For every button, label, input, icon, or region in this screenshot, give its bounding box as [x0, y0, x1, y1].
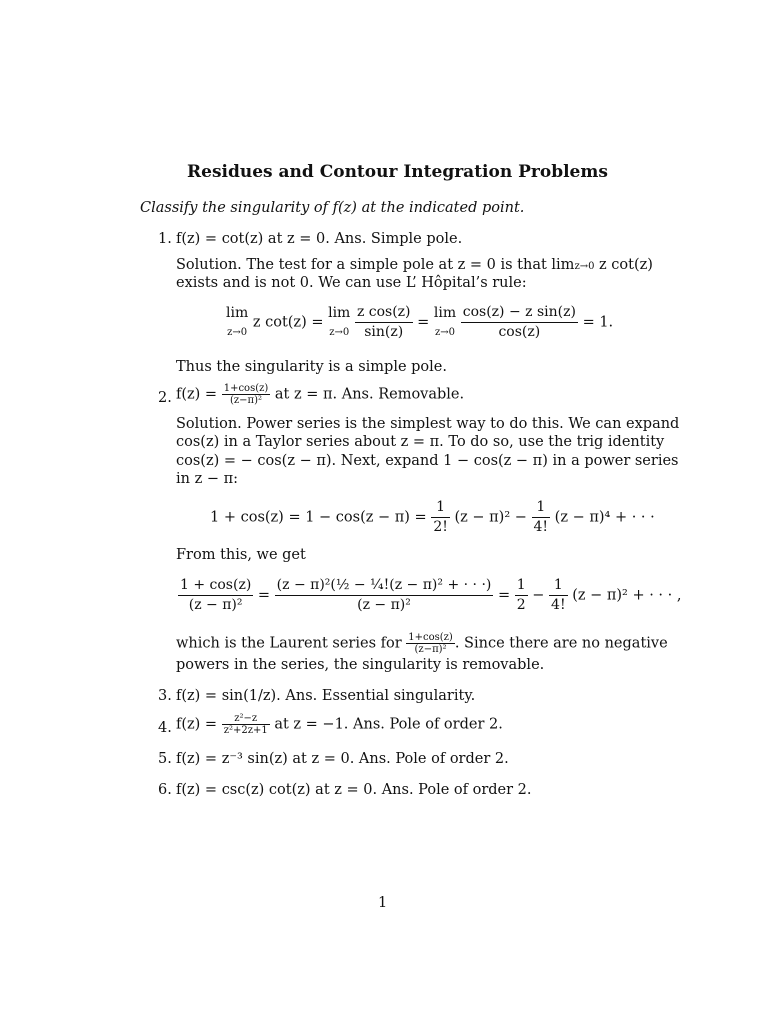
fraction: $\frac{1+\cos(z)}{\text{(z−π)²}}$ — [223, 383, 269, 406]
limit-subscript: z→0 — [574, 261, 595, 272]
problem-4-statement — [176, 713, 503, 736]
fraction: $\frac{1}{4!}$ — [533, 499, 549, 535]
problem-1-equation — [226, 303, 613, 342]
problem-4-number: 4. — [158, 720, 172, 736]
fraction: $\frac{1 + \cos(z)}{\text{(z − π)²}}$ — [180, 577, 252, 613]
laurent-text: which is the Laurent series for — [176, 635, 402, 652]
problem-3-statement: f(z) = sin(1/z). Ans. Essential singularity. — [176, 688, 476, 704]
problem-2-solution-line-4: in z − π: — [176, 471, 239, 487]
eq-lhs: z cot(z) = — [252, 314, 324, 331]
stmt-text: at z = π. Ans. Removable. — [274, 386, 465, 403]
problem-5-number: 5. — [158, 751, 172, 767]
limit: lim z→0 — [226, 304, 249, 338]
problem-2-laurent-line-1 — [176, 632, 668, 655]
fraction: $\frac{\text{(z − π)²(½ − ¹⁄₄!(z − π)² + · · ·)}}{\text{(z − π)²}}$ — [276, 577, 492, 613]
eq-text: (z − π)² − — [454, 509, 527, 526]
stmt-text: f(z) = — [176, 716, 218, 733]
problem-2-number: 2. — [158, 390, 172, 406]
limit: lim z→0 — [433, 304, 457, 338]
problem-3-number: 3. — [158, 688, 172, 704]
intro-text: Classify the singularity of f(z) at the indicated point. — [140, 200, 525, 216]
eq-text: (z − π)⁴ + · · · — [554, 509, 655, 526]
equals: = — [497, 587, 511, 604]
problem-6-statement: f(z) = csc(z) cot(z) at z = 0. Ans. Pole of order 2. — [176, 782, 532, 798]
problem-1-conclusion: Thus the singularity is a simple pole. — [176, 359, 447, 375]
eq-end: = 1. — [582, 314, 614, 331]
problem-2-equation-2 — [178, 576, 681, 615]
fraction: $\frac{\text{cos(z) − z sin(z)}}{\cos(z)}$ — [462, 304, 576, 340]
problem-2-equation-1 — [210, 498, 655, 537]
stmt-text: f(z) = — [176, 386, 218, 403]
problem-2-from-this: From this, we get — [176, 547, 306, 563]
fraction: $\frac{1}{2}$ — [516, 577, 526, 613]
problem-6-number: 6. — [158, 782, 172, 798]
equals: = — [257, 587, 271, 604]
fraction: $\frac{\text{z²−z}}{\text{z²+2z+1}}$ — [223, 713, 268, 736]
page-number: 1 — [378, 895, 388, 911]
minus: − — [532, 587, 545, 604]
problem-5-statement: f(z) = z⁻³ sin(z) at z = 0. Ans. Pole of order 2. — [176, 751, 509, 767]
fraction: $\frac{1+\cos(z)}{\text{(z−π)²}}$ — [408, 632, 453, 655]
problem-1-number: 1. — [158, 231, 172, 247]
problem-1-solution-line-2: exists and is not 0. We can use L’ Hôpital’s rule: — [176, 275, 527, 291]
eq-text: (z − π)² + · · · , — [572, 587, 682, 604]
limit: lim z→0 — [328, 304, 351, 338]
problem-2-statement — [176, 383, 464, 406]
eq-text: 1 + cos(z) = 1 − cos(z − π) = — [210, 509, 427, 526]
problem-2-laurent-line-2: powers in the series, the singularity is removable. — [176, 657, 545, 673]
problem-2-solution-line-2: cos(z) in a Taylor series about z = π. To do so, use the trig identity — [176, 434, 665, 450]
problem-2-solution-line-3: cos(z) = − cos(z − π). Next, expand 1 − cos(z − π) in a power series — [176, 453, 679, 469]
equals: = — [417, 314, 430, 331]
fraction: $\frac{1}{4!}$ — [551, 577, 566, 613]
solution-text: Solution. The test for a simple pole at z = 0 is that lim — [176, 257, 575, 273]
fraction: $\frac{\text{z cos(z)}}{\sin(z)}$ — [356, 304, 411, 340]
laurent-text: . Since there are no negative — [454, 635, 668, 652]
solution-text-end: z cot(z) — [594, 257, 653, 273]
stmt-text: at z = −1. Ans. Pole of order 2. — [274, 716, 503, 733]
problem-1-statement: f(z) = cot(z) at z = 0. Ans. Simple pole. — [176, 231, 463, 247]
page-title: Residues and Contour Integration Problems — [187, 162, 608, 182]
problem-2-solution-line-1: Solution. Power series is the simplest way to do this. We can expand — [176, 416, 680, 432]
fraction: $\frac{1}{2!}$ — [433, 499, 448, 535]
